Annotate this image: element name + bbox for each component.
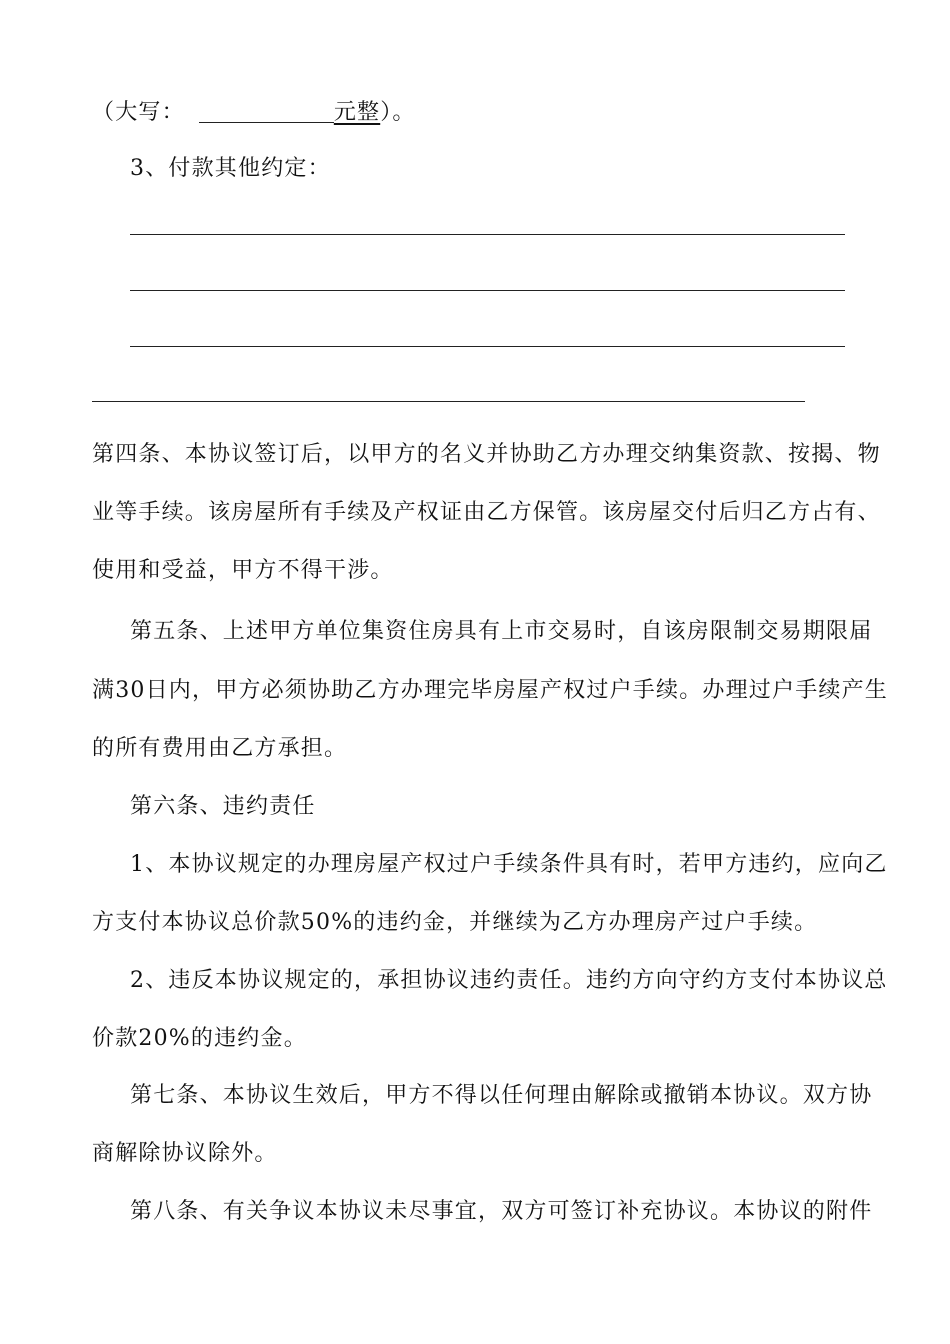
article7-line-2: 商解除协议除外。 bbox=[92, 1141, 278, 1166]
article6-item2-line-2: 价款20%的违约金。 bbox=[92, 1026, 307, 1051]
article5-line-2: 满30日内，甲方必须协助乙方办理完毕房屋产权过户手续。办理过户手续产生 bbox=[92, 678, 888, 703]
article7-line-1: 第七条、本协议生效后，甲方不得以任何理由解除或撤销本协议。双方协 bbox=[130, 1083, 873, 1108]
blank-rule-4[interactable] bbox=[92, 401, 805, 402]
article5-line-1: 第五条、上述甲方单位集资住房具有上市交易时，自该房限制交易期限届 bbox=[130, 619, 873, 644]
amount-unit: 元整 bbox=[333, 100, 381, 125]
article6-item2-line-1: 2、违反本协议规定的，承担协议违约责任。违约方向守约方支付本协议总 bbox=[130, 968, 888, 993]
amount-blank-field[interactable] bbox=[199, 98, 334, 123]
article6-item1-line-1: 1、本协议规定的办理房屋产权过户手续条件具有时，若甲方违约，应向乙 bbox=[130, 852, 888, 877]
blank-rule-1[interactable] bbox=[130, 234, 845, 235]
article4-line-3: 使用和受益，甲方不得干涉。 bbox=[92, 558, 394, 583]
blank-rule-3[interactable] bbox=[130, 346, 845, 347]
article5-line-3: 的所有费用由乙方承担。 bbox=[92, 736, 348, 761]
article8-line-1: 第八条、有关争议本协议未尽事宜，双方可签订补充协议。本协议的附件 bbox=[130, 1199, 873, 1224]
article6-title: 第六条、违约责任 bbox=[130, 794, 316, 819]
amount-in-words-line bbox=[92, 98, 950, 128]
amount-close: ）。 bbox=[380, 100, 416, 125]
amount-prefix: （大写： bbox=[92, 100, 185, 125]
article4-line-2: 业等手续。该房屋所有手续及产权证由乙方保管。该房屋交付后归乙方占有、 bbox=[92, 500, 881, 525]
payment-other-heading: 3、付款其他约定： bbox=[130, 156, 331, 181]
article6-item1-line-2: 方支付本协议总价款50%的违约金，并继续为乙方办理房产过户手续。 bbox=[92, 910, 818, 935]
article4-line-1: 第四条、本协议签订后，以甲方的名义并协助乙方办理交纳集资款、按揭、物 bbox=[92, 442, 881, 467]
blank-rule-2[interactable] bbox=[130, 290, 845, 291]
